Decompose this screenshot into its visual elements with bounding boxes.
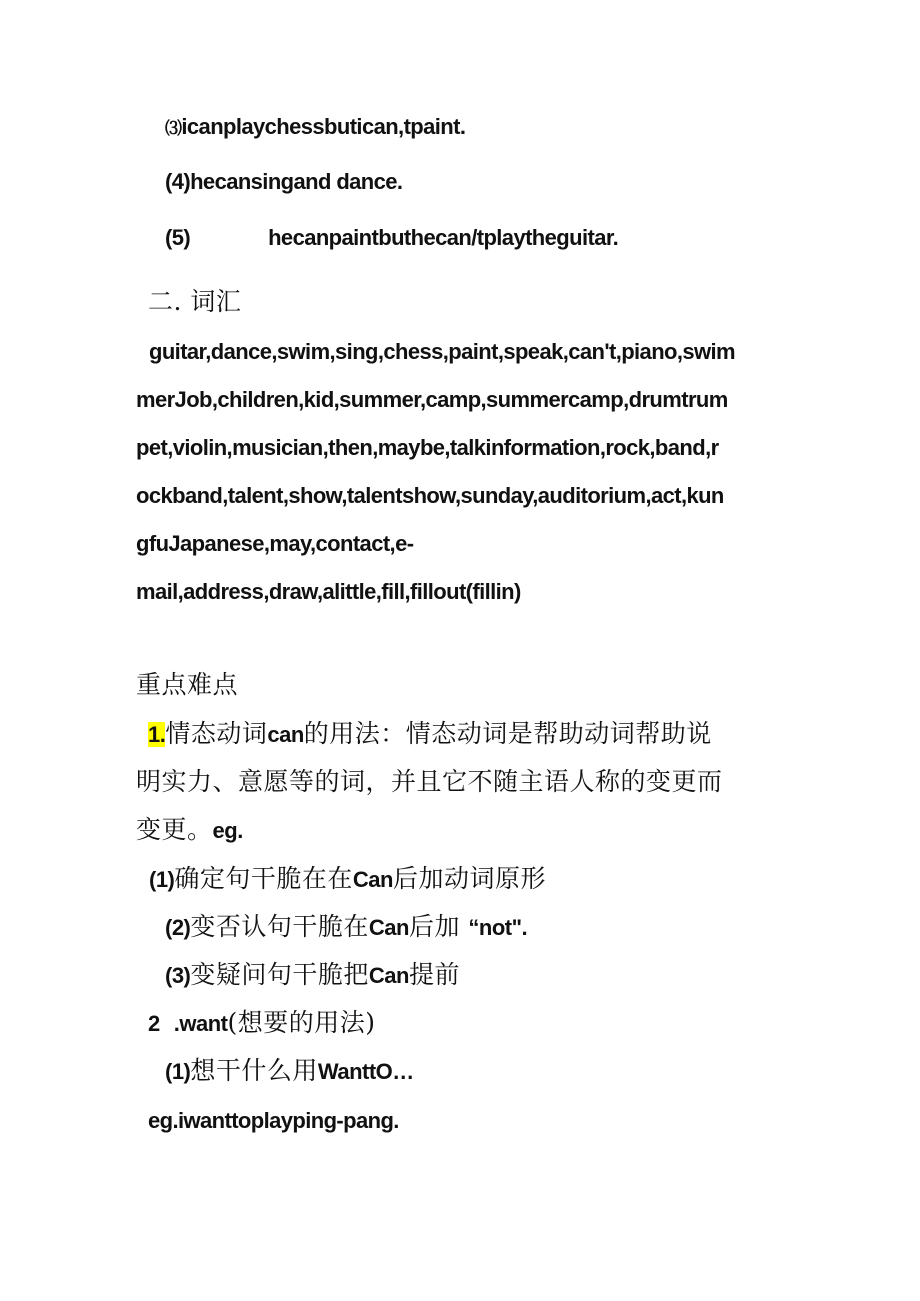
point-2-number: 2 bbox=[148, 1011, 160, 1036]
can-rule-1-text-a: 确定句干脆在在 bbox=[174, 864, 353, 893]
can-rule-2 bbox=[165, 914, 527, 939]
can-rule-1-text-c: 后加动词原形 bbox=[392, 864, 546, 893]
vocab-line-5: gfuJapanese,may,contact,e- bbox=[136, 531, 414, 556]
want-rule-1-text: 想干什么用 bbox=[190, 1056, 318, 1085]
point-1-line-3-eg: eg. bbox=[212, 818, 243, 843]
point-2-keyword: .want bbox=[173, 1011, 228, 1036]
want-rule-1-keyword: WanttO… bbox=[317, 1059, 414, 1084]
point-1-line-2: 明实力、意愿等的词，并且它不随主语人称的变更而 bbox=[136, 767, 723, 796]
can-rule-1-keyword: Can bbox=[352, 867, 393, 892]
vocab-line-1: guitar,dance,swim,sing,chess,paint,speak,can't,piano,swim bbox=[149, 339, 736, 364]
point-2-text: (想要的用法) bbox=[227, 1008, 376, 1037]
want-rule-1-number: (1) bbox=[165, 1059, 191, 1084]
point-1-text-a: 情态动词 bbox=[165, 719, 268, 748]
vocab-line-2: merJob,children,kid,summer,camp,summercamp,drumtrum bbox=[136, 387, 728, 412]
sentence-3-text: icanplaychessbutican,tpaint. bbox=[181, 114, 466, 139]
can-rule-3-keyword: Can bbox=[368, 963, 409, 988]
point-1-text-c: 的用法：情态动词是帮助动词帮助说 bbox=[303, 719, 712, 748]
want-example: eg.iwanttoplayping-pang. bbox=[148, 1108, 399, 1133]
can-rule-3-number: (3) bbox=[165, 963, 191, 988]
point-2 bbox=[148, 1010, 376, 1035]
sentence-4 bbox=[165, 171, 402, 193]
sentence-5-number: (5) bbox=[165, 225, 191, 250]
sentence-5-text: hecanpaintbuthecan/tplaytheguitar. bbox=[268, 225, 619, 250]
key-points-heading: 重点难点 bbox=[136, 670, 239, 699]
sentence-4-number: (4) bbox=[165, 169, 191, 194]
can-rule-3-text-a: 变疑问句干脆把 bbox=[190, 960, 369, 989]
sentence-3 bbox=[165, 116, 465, 138]
can-rule-2-text-a: 变否认句干脆在 bbox=[190, 912, 369, 941]
point-1-number: 1. bbox=[148, 722, 166, 747]
sentence-4-text: hecansingand dance. bbox=[190, 169, 403, 194]
can-rule-3 bbox=[165, 962, 460, 987]
sentence-5 bbox=[165, 227, 618, 249]
can-rule-1 bbox=[149, 866, 546, 891]
point-1-line-3 bbox=[136, 817, 243, 842]
sentence-3-number: ⑶ bbox=[165, 119, 182, 138]
can-rule-2-number: (2) bbox=[165, 915, 191, 940]
can-rule-2-text-c: 后加 bbox=[408, 912, 469, 941]
vocab-line-6: mail,address,draw,alittle,fill,fillout(fillin) bbox=[136, 579, 521, 604]
vocab-heading: 二. 词汇 bbox=[148, 287, 242, 316]
vocab-line-4: ockband,talent,show,talentshow,sunday,auditorium,act,kun bbox=[136, 483, 724, 508]
want-rule-1 bbox=[165, 1058, 414, 1083]
can-rule-2-keyword: Can bbox=[368, 915, 409, 940]
point-1-line-1 bbox=[148, 721, 712, 746]
can-rule-2-text-d: “not". bbox=[468, 915, 528, 940]
point-1-keyword: can bbox=[267, 722, 304, 747]
can-rule-3-text-c: 提前 bbox=[408, 960, 460, 989]
vocab-line-3: pet,violin,musician,then,maybe,talkinformation,rock,band,r bbox=[136, 435, 719, 460]
can-rule-1-number: (1) bbox=[149, 867, 175, 892]
point-1-line-3-text: 变更。 bbox=[136, 815, 213, 844]
